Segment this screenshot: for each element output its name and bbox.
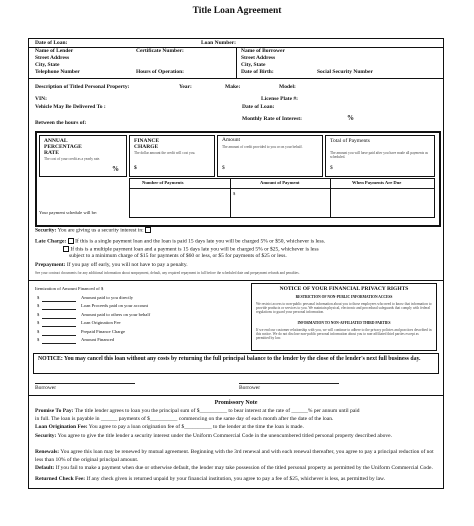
property-description-label: Description of Titled Personal Property: [35,84,130,90]
divider [236,47,237,78]
amount-financed-label: Amount [222,137,241,143]
contract-note: See your contract documents for any additional information about nonpayment, default, any required repayment in full before the scheduled date and prepayment refunds and penalties. [35,271,300,275]
privacy-title: NOTICE OF YOUR FINANCIAL PRIVACY RIGHTS [279,286,409,292]
borrower-city-label: City, State [241,62,266,68]
loan-number-label: Loan Number: [201,40,236,46]
itemization-label: Prepaid Finance Charge [81,328,126,334]
itemization-dollar: $ [37,311,40,317]
date-of-loan-label: Date of Loan: [35,40,68,46]
col-when-due: When Payments Are Due [352,180,402,185]
security-label: Security: [35,227,57,234]
renewals-clause [35,449,437,465]
finance-charge-box [129,135,215,177]
divider [130,188,434,189]
late-charge-multiple-checkbox[interactable] [63,246,69,252]
renewals-text: You agree this loan may be renewed by mutual agreement. Beginning with the 3rd renewal and with each renewal thereafter, you agree to pay a principal reduction of not less than 10% of the original principal amount. [35,449,434,463]
late-charge-text-2: If this is a multiple payment loan and a payment is 15 days late you will be charged 5% or $25, whichever is less [70,246,319,253]
total-payments-unit: $ [330,165,333,171]
late-charge-single-checkbox[interactable] [68,238,74,244]
borrower-name-label: Name of Borrower [241,48,285,54]
vin-label: VIN: [35,96,47,102]
promise-text-2: in full. The loan is payable in ______ payments of $__________ commencing on the same day of each month after the date of the loan. [35,416,334,422]
itemization-dollar: $ [37,337,40,342]
itemization-amount-field[interactable] [42,335,76,336]
cancel-notice-text: NOTICE: You may cancel this loan without any costs by returning the full principal balance to the lender by the close of the lender's next full business day. [38,356,421,362]
privacy-subtitle-1: RESTRICTION OF NON-PUBLIC INFORMATION ACCESS [295,295,393,299]
borrower-street-label: Street Address [241,55,276,61]
divider [330,179,331,217]
prepayment-text: If you pay off early, you will not have to pay a penalty. [66,262,188,268]
prepayment-label: Prepayment: [35,262,66,268]
itemization-label: Amount Financed [81,337,115,342]
divider [29,78,443,79]
apr-label: ANNUAL PERCENTAGE RATE [44,138,82,157]
privacy-notice-box [251,283,437,351]
returned-check-clause [35,476,437,484]
promissory-note-title: Promissory Note [214,400,258,406]
ssn-label: Social Security Number [317,69,373,75]
itemization-amount-field[interactable] [42,326,76,327]
borrower-signature-label-2: Borrower [239,385,261,391]
delivered-to-label: Vehicle May Be Delivered To : [35,104,106,110]
borrower-signature-line-1[interactable] [35,383,135,384]
lender-name-label: Name of Lender [35,48,74,54]
amount-financed-note: The amount of credit provided to you or on your behalf. [222,145,303,149]
agreement-form [28,38,444,489]
license-plate-label: License Plate #: [261,96,298,102]
monthly-rate-label: Monthly Rate of Interest: [242,116,302,122]
itemization-dollar: $ [37,320,40,326]
itemization-dollar: $ [37,303,40,309]
certificate-number-label: Certificate Number: [136,48,184,54]
privacy-subtitle-2: INFORMATION TO NON-AFFILIATED THIRD PARTIES [297,321,391,325]
cancel-notice-box [33,353,439,374]
itemization-dollar: $ [37,295,40,300]
promissory-security-text: You agree to give the title lender a security interest under the Uniform Commercial Code in the unencumbered titled personal property described above. [57,433,392,439]
origination-text: You agree to pay a loan origination fee of $__________ to the lender at the time the loan is made. [88,424,304,430]
itemization-label: Loan Proceeds paid on your account [81,303,148,309]
schedule-dollar-sign: $ [233,191,236,196]
privacy-text-2: If we end our customer relationship with you, we will continue to adhere to the privacy policies and practices described in this notice. We do not disclose non-public personal information about you to non-affiliated third parties except as permitted by law. [256,328,432,341]
document-title: Title Loan Agreement [192,6,282,16]
promise-text: The title lender agrees to loan you the principal sum of $__________ to bear interest at the rate of ______% per annum until paid [74,408,360,414]
itemization-dollar: $ [37,328,40,334]
col-number-of-payments: Number of Payments [142,180,184,185]
origination-line [35,425,304,431]
total-payments-note: The amount you will have paid after you have made all payments as scheduled. [330,151,428,159]
itemization-title: Itemization of Amount Financed of $ [35,286,104,291]
late-charge-line [35,238,325,245]
lender-street-label: Street Address [35,55,70,61]
finance-charge-label: FINANCE CHARGE [134,138,160,151]
total-payments-label: Total of Payments [330,138,370,144]
hours-of-operation-label: Hours of Operation: [136,69,184,75]
lender-telephone-label: Telephone Number [35,69,80,75]
default-text: If you fail to make a payment when due or otherwise default, the lender may take possession of the titled personal property as permitted by the Uniform Commercial Code. [55,465,433,471]
year-label: Year: [179,84,192,90]
security-text: You are giving us a security interest in: [57,227,144,234]
lender-city-label: City, State [35,62,60,68]
divider [29,280,443,281]
amount-financed-unit: $ [222,165,225,171]
make-label: Make: [225,84,241,90]
payment-schedule-note: Your payment schedule will be: [39,210,98,215]
promissory-security-label: Security: [35,433,57,439]
returned-check-label: Returned Check Fee: [35,476,86,482]
late-charge-line-2 [63,246,319,253]
promise-line-1 [35,409,360,415]
itemization-label: Amount paid to others on your behalf [81,311,151,317]
apr-note: The cost of your credit as a yearly rate. [44,157,101,161]
disclosure-box [35,131,441,227]
renewals-label: Renewals: [35,449,60,455]
late-charge-text-1: If this is a single payment loan and the loan is paid 15 days late you will be charged 5% or $50, whichever is less. [75,238,326,245]
security-checkbox[interactable] [145,227,151,233]
late-charge-label: Late Charge: [35,238,67,245]
itemization-amount-field[interactable] [42,301,76,302]
returned-check-text: If any check given is returned unpaid by your financial institution, you agree to pay a fee of $25, whichever is less, as permitted by law. [86,476,386,482]
itemization-amount-field[interactable] [42,318,76,319]
prepayment-line [35,263,188,269]
promise-label: Promise To Pay: [35,408,74,414]
col-amount-of-payment: Amount of Payment [260,180,300,185]
borrower-signature-line-2[interactable] [239,383,339,384]
total-payments-box [325,135,435,177]
date-of-birth-label: Date of Birth: [241,69,274,75]
property-date-of-loan-label: Date of Loan: [242,104,275,110]
itemization-label: Amount paid to you directly [81,295,134,300]
model-label: Model: [279,84,296,90]
apr-unit: % [112,165,119,173]
borrower-signature-label-1: Borrower [35,385,57,391]
finance-charge-unit: $ [134,165,137,171]
security-line [35,227,151,234]
security-clause [35,433,437,441]
origination-label: Loan Origination Fee: [35,424,88,430]
payment-schedule-table [129,178,435,218]
itemization-label: Loan Origination Fee [81,320,121,326]
finance-charge-note: The dollar amount the credit will cost you. [134,151,196,155]
amount-financed-box [217,135,323,177]
between-hours-label: Between the hours of: [35,120,87,126]
default-clause [35,465,437,473]
itemization-amount-field[interactable] [42,343,76,344]
divider [29,395,443,396]
apr-box [39,135,127,177]
itemization-amount-field[interactable] [42,309,76,310]
divider [230,179,231,217]
privacy-text-1: We restrict access to non-public personal information about you to those employees who need to know that information to provide products or services to you. We maintain physical, electronic and procedural safeguards that comply with federal regulations to guard your personal information. [256,302,432,315]
percent-sign: % [347,114,354,122]
late-charge-text-3: subject to a minimum charge of $15 for payments of $60 or less, or $5 for payments of $25 or less. [69,253,287,259]
default-label: Default: [35,465,55,471]
